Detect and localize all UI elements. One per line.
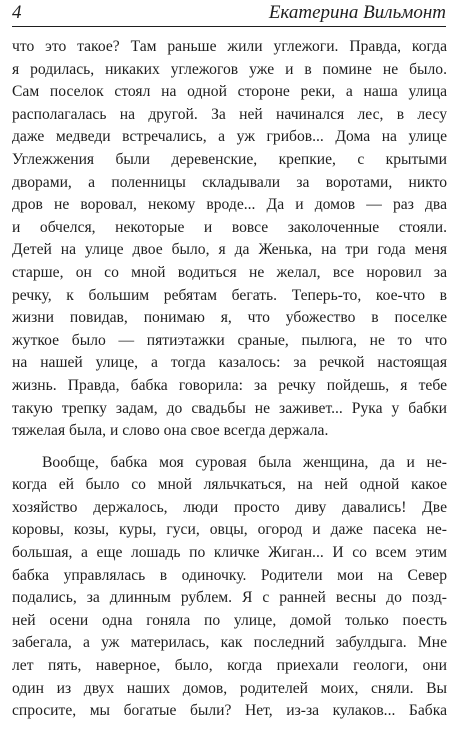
text-line: спросите, мы богатые были? Нет, из-за кулаков... Бабка <box>12 702 447 720</box>
text-line: жуткое было — пятиэтажки сраные, пылюга, не то что <box>12 331 447 349</box>
text-line: Углежжения были деревенские, крепкие, с крытыми <box>12 150 447 168</box>
header-rule <box>12 26 446 27</box>
text-line: большая, а еще лошадь по кличке Жиган... И со всем этим <box>12 544 447 562</box>
text-line: даже медведи встречались, а уж грибов... Дома на улице <box>12 128 447 146</box>
text-line: располагалась на другой. За ней начинался лес, в лесу <box>12 105 447 123</box>
text-line: и обчелся, некоторые и вовсе заколоченные стояли. <box>12 218 447 236</box>
text-line: речку, к большим ребятам бегать. Теперь-то, кое-что в <box>12 286 447 304</box>
text-line: ней осени одна гоняла по улице, домой только поесть <box>12 611 447 629</box>
text-line: Детей на улице двое было, я да Женька, на три года меня <box>12 241 447 259</box>
paragraph-2 <box>12 452 447 723</box>
text-line: лет пять, наверное, было, когда приехали геологи, они <box>12 657 447 675</box>
paragraph-1 <box>12 36 447 443</box>
text-line: Сам поселок стоял на одной стороне реки, а наша улица <box>12 83 447 101</box>
body-text <box>12 36 447 723</box>
text-line: дворами, а поленницы складывали за воротами, никто <box>12 173 447 191</box>
text-line: на нашей улице, а тогда казалось: за речкой настоящая <box>12 354 447 372</box>
text-line: дров не воровал, некому вроде... Да и домов — раз два <box>12 196 447 214</box>
text-line: забегала, а уж материлась, как последний забулдыга. Мне <box>12 634 447 652</box>
page-number: 4 <box>12 2 22 23</box>
text-line: Вообще, бабка моя суровая была женщина, да и не- <box>42 453 447 471</box>
text-line: старше, он со мной водиться не желал, все норовил за <box>12 263 447 281</box>
text-line: коровы, козы, куры, гуси, овцы, огород и даже пасека не- <box>12 521 447 539</box>
running-head: Екатерина Вильмонт <box>268 2 446 23</box>
text-line: хозяйство держалось, люди просто диву давались! Две <box>12 498 447 516</box>
text-line: бабка управлялась в одиночку. Родители мои на Север <box>12 566 447 584</box>
text-line: жизнь. Правда, бабка говорила: за речку пойдешь, я тебе <box>12 376 447 394</box>
text-line: подались, за длинным рублем. Я с ранней весны до позд- <box>12 589 447 607</box>
text-line: жизни повидав, понимаю я, что убожество в поселке <box>12 309 447 327</box>
text-line: тяжелая была, и слово она свое всегда держала. <box>12 422 329 440</box>
text-line: когда ей было со мной ляльчкаться, на ней одной какое <box>12 476 447 494</box>
text-line: я родилась, никаких углежогов уже и в помине не было. <box>12 60 447 78</box>
text-line: что это такое? Там раньше жили углежоги. Правда, когда <box>12 38 447 55</box>
text-line: один из двух наших домов, родителей моих, сняли. Вы <box>12 679 447 697</box>
text-line: такую трепку задам, до свадьбы не заживет... Рука у бабки <box>12 399 447 417</box>
page-header <box>12 0 446 26</box>
